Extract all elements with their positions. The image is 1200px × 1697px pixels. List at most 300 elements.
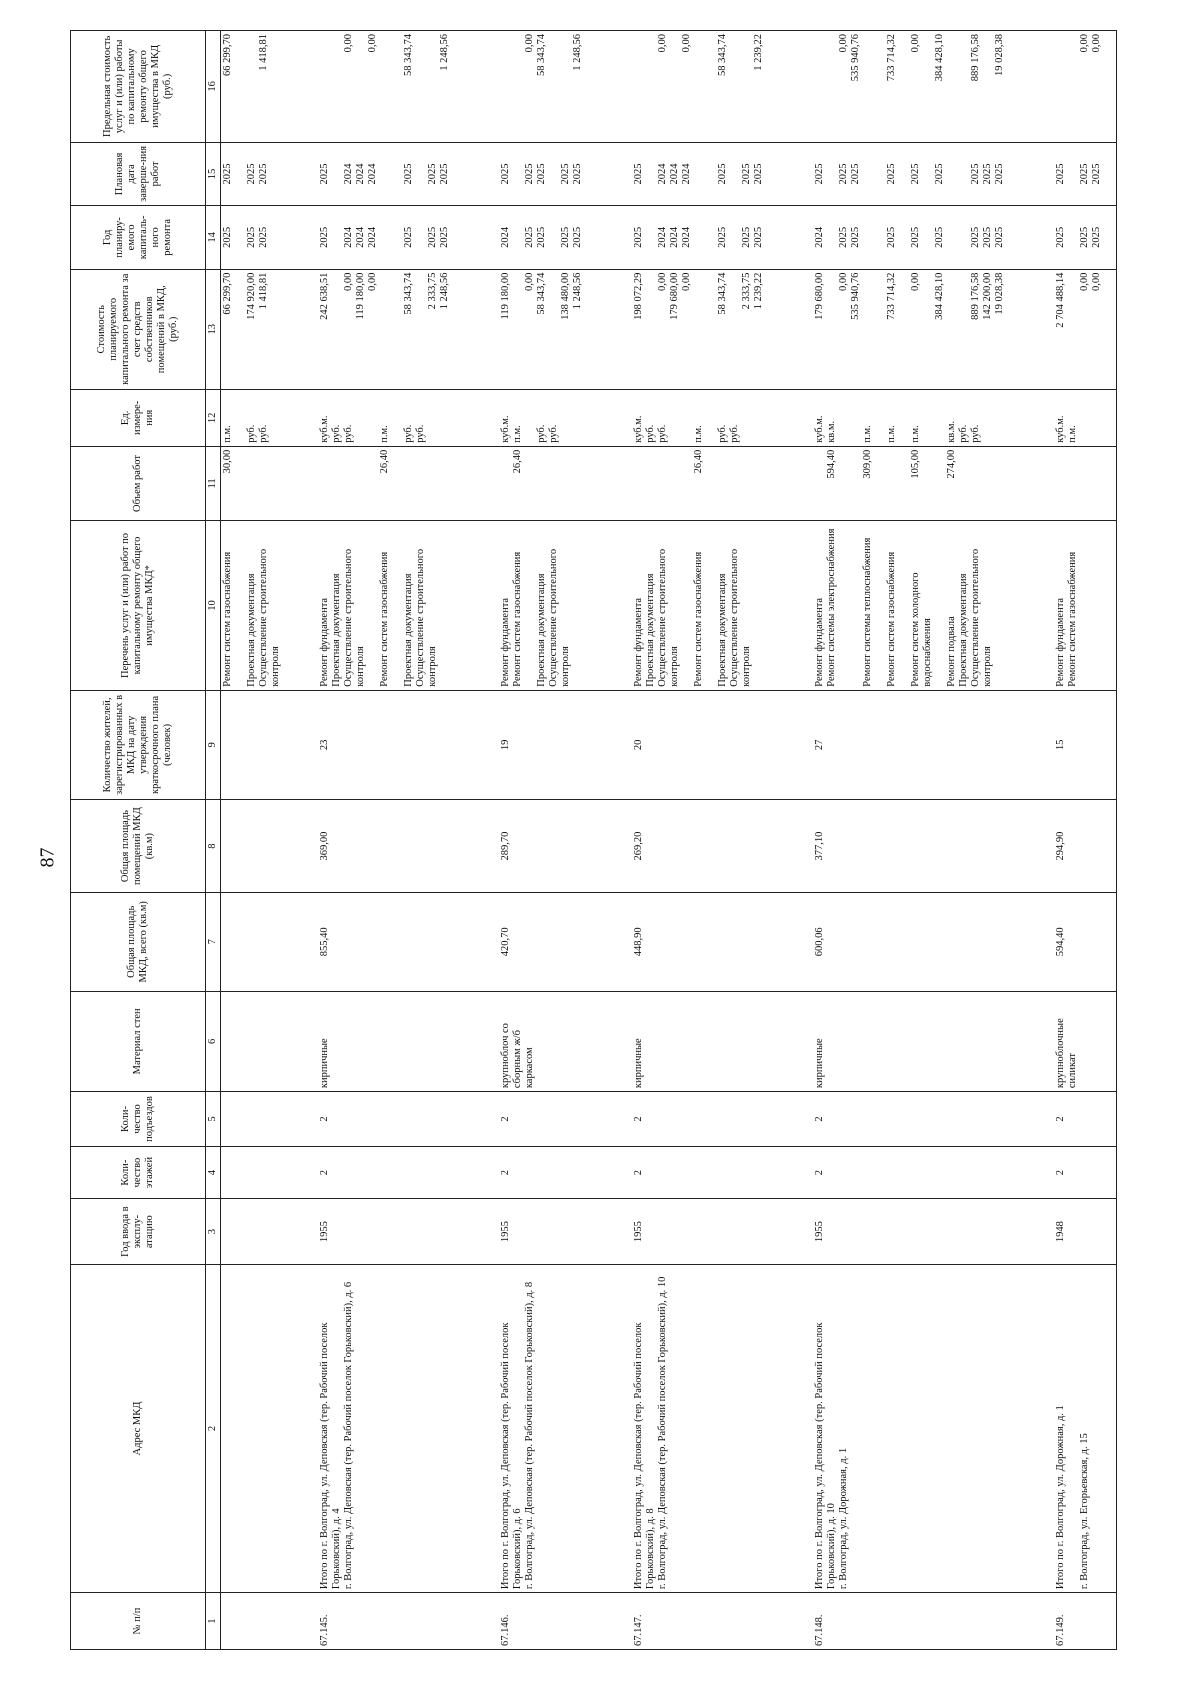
entrances: 2 (790, 1092, 1031, 1147)
limit-cost: 1 239,22 (753, 34, 764, 71)
limit-cost (560, 34, 572, 139)
page-number: 87 (36, 847, 59, 868)
work-volume (958, 450, 970, 517)
unit: руб. (657, 424, 668, 443)
cost: 58 343,74 (536, 272, 547, 315)
unit: куб.м. (814, 415, 825, 443)
column-number: 9 (206, 690, 221, 799)
end-year: 2025 (403, 163, 414, 185)
residents: 15 (1031, 690, 1117, 799)
unit: куб.м. (633, 415, 644, 443)
year-built: 1948 (1031, 1199, 1117, 1265)
spacer (633, 34, 657, 139)
end-year-cell (221, 142, 296, 205)
area-rooms: 369,00 (295, 800, 476, 893)
area-rooms: 289,70 (476, 800, 609, 893)
limit-cost-cell (1031, 31, 1117, 143)
year-built: 1955 (295, 1199, 476, 1265)
unit-cell (790, 389, 1031, 446)
cost: 1 248,56 (439, 272, 450, 310)
work-item: Проектная документация (958, 573, 969, 687)
cost: 0,00 (343, 272, 354, 291)
plan-year: 2025 (1091, 226, 1102, 248)
limit-cost: 0,00 (910, 34, 921, 53)
plan-year: 2025 (753, 226, 764, 248)
column-header: Предельная стоимость услуг и (или) работы по капитальному ремонту общего имущества в МКД (руб.) (71, 31, 206, 143)
unit: п.м. (910, 425, 921, 443)
work-volume-cell (476, 446, 609, 520)
work-item: Ремонт систем газоснабжения (379, 551, 390, 687)
floors (221, 1146, 296, 1199)
plan-year: 2025 (838, 226, 849, 248)
work-item-cell (1031, 521, 1117, 691)
cost: 0,00 (367, 272, 378, 291)
work-volume (645, 450, 657, 517)
table-header (71, 31, 221, 1650)
total-label: Итого по г. Волгоград, ул. Деповская (тер. Рабочий поселок Горьковский), д. 8 (633, 1322, 656, 1590)
plan-year: 2025 (886, 226, 897, 248)
work-item: Ремонт системы теплоснабжения (862, 537, 873, 687)
residents: 23 (295, 690, 476, 799)
total-cost: 242 638,51 (319, 272, 330, 320)
plan-year: 2025 (560, 226, 571, 248)
unit: руб. (536, 424, 547, 443)
limit-cost-cell (295, 31, 476, 143)
end-year-cell (609, 142, 790, 205)
spacer (500, 34, 524, 139)
work-item: Ремонт фундамента (500, 597, 511, 687)
table-row (221, 31, 296, 1650)
work-item: Осуществление строительного контроля (657, 548, 680, 687)
limit-cost: 0,00 (657, 34, 668, 53)
spacer (319, 34, 343, 139)
unit: руб. (645, 424, 656, 443)
total-end-year: 2025 (1055, 163, 1066, 185)
unit: руб. (729, 424, 740, 443)
end-year: 2025 (1091, 163, 1102, 185)
limit-cost (669, 34, 681, 139)
total-plan-year: 2025 (319, 226, 330, 248)
column-number: 12 (206, 389, 221, 446)
unit: куб.м. (500, 415, 511, 443)
floors: 2 (476, 1146, 609, 1199)
row-number: 67.146. (476, 1593, 609, 1650)
entrances (221, 1092, 296, 1147)
area-total: 600,06 (790, 893, 1031, 991)
year-built: 1955 (609, 1199, 790, 1265)
limit-cost: 0,00 (1079, 34, 1090, 53)
end-year: 2025 (934, 163, 945, 185)
year-built (221, 1199, 296, 1265)
work-volume: 26,40 (512, 449, 523, 474)
work-volume-cell (295, 446, 476, 520)
end-year: 2025 (1079, 163, 1090, 185)
address-cell (221, 1264, 296, 1592)
work-item: Ремонт систем газоснабжения (222, 551, 233, 687)
column-number: 7 (206, 893, 221, 991)
unit: п.м. (886, 425, 897, 443)
work-item: Ремонт фундамента (633, 597, 644, 687)
work-item-cell (609, 521, 790, 691)
end-year: 2024 (355, 163, 366, 185)
column-number: 1 (206, 1593, 221, 1650)
plan-year-cell (790, 206, 1031, 269)
entrances: 2 (1031, 1092, 1117, 1147)
work-item: Проектная документация (246, 573, 257, 687)
cost: 1 239,22 (753, 272, 764, 310)
work-volume (729, 450, 765, 517)
year-built: 1955 (476, 1199, 609, 1265)
plan-year: 2025 (536, 226, 547, 248)
plan-year: 2025 (717, 226, 728, 248)
work-item: Ремонт фундамента (814, 597, 825, 687)
column-number: 14 (206, 206, 221, 269)
total-end-year: 2025 (319, 163, 330, 185)
capital-repair-table (70, 30, 1117, 1650)
address-cell (295, 1264, 476, 1592)
limit-cost-cell (476, 31, 609, 143)
work-item: Ремонт систем газоснабжения (886, 551, 897, 687)
work-volume-cell (1031, 446, 1117, 520)
address: г. Волгоград, ул. Деповская (тер. Рабочий поселок Горьковский), д. 6 (343, 1281, 354, 1590)
cost-cell (609, 269, 790, 389)
end-year: 2025 (560, 163, 571, 185)
end-year: 2025 (886, 163, 897, 185)
cost: 0,00 (910, 272, 921, 291)
column-number: 15 (206, 142, 221, 205)
row-number (221, 1593, 296, 1650)
cost: 138 480,00 (560, 272, 571, 320)
work-volume (970, 450, 1006, 517)
end-year: 2025 (994, 163, 1005, 185)
end-year-cell (295, 142, 476, 205)
work-item: Ремонт систем газоснабжения (693, 551, 704, 687)
work-volume-cell (790, 446, 1031, 520)
limit-cost: 58 343,74 (717, 34, 728, 76)
work-volume (331, 450, 343, 517)
end-year: 2025 (982, 163, 993, 185)
address: г. Волгоград, ул. Дорожная, д. 1 (838, 1447, 849, 1590)
cost: 0,00 (524, 272, 535, 291)
work-volume (657, 450, 693, 517)
work-item: Ремонт системы электроснабжения (826, 528, 837, 687)
end-year: 2025 (753, 163, 764, 185)
table-row (295, 31, 476, 1650)
end-year: 2025 (838, 163, 849, 185)
spacer (1055, 34, 1079, 139)
unit: кв.м. (946, 420, 957, 443)
cost-cell (476, 269, 609, 389)
cost: 1 418,81 (258, 272, 269, 310)
entrances: 2 (295, 1092, 476, 1147)
end-year-cell (790, 142, 1031, 205)
unit: руб. (548, 424, 559, 443)
plan-year: 2025 (246, 226, 257, 248)
total-plan-year: 2025 (1055, 226, 1066, 248)
plan-year: 2025 (910, 226, 921, 248)
cost: 733 714,32 (886, 272, 897, 320)
limit-cost: 58 343,74 (536, 34, 547, 76)
work-item-cell (295, 521, 476, 691)
unit: руб. (258, 424, 269, 443)
plan-year: 2025 (403, 226, 414, 248)
work-item: Проектная документация (645, 573, 656, 687)
end-year: 2025 (572, 163, 583, 185)
plan-year-cell (1031, 206, 1117, 269)
column-number: 10 (206, 521, 221, 691)
table-row (1031, 31, 1117, 1650)
wall-material (221, 991, 296, 1092)
end-year: 2024 (681, 163, 692, 185)
work-item: Ремонт систем газоснабжения (512, 551, 523, 687)
cost: 1 248,56 (572, 272, 583, 310)
work-item: Ремонт фундамента (1055, 597, 1066, 687)
plan-year: 2025 (850, 226, 861, 248)
plan-year: 2024 (367, 226, 378, 248)
plan-year-cell (295, 206, 476, 269)
end-year: 2025 (258, 163, 269, 185)
wall-material: крупноблочные силикат (1031, 991, 1117, 1092)
address-cell (609, 1264, 790, 1592)
area-total: 594,40 (1031, 893, 1117, 991)
address: г. Волгоград, ул. Егорьевская, д. 15 (1079, 1433, 1090, 1590)
plan-year: 2025 (994, 226, 1005, 248)
end-year: 2025 (439, 163, 450, 185)
end-year: 2025 (850, 163, 861, 185)
plan-year: 2024 (669, 226, 680, 248)
work-volume: 26,40 (693, 449, 704, 474)
work-volume: 274,00 (946, 449, 957, 479)
end-year: 2025 (741, 163, 752, 185)
limit-cost (246, 34, 258, 139)
residents (221, 690, 296, 799)
column-header: Год планиру-емого капиталь-ного ремонта (71, 206, 206, 269)
cost-cell (790, 269, 1031, 389)
work-item: Ремонт фундамента (319, 597, 330, 687)
work-item: Осуществление строительного контроля (970, 548, 993, 687)
plan-year: 2025 (982, 226, 993, 248)
work-item: Осуществление строительного контроля (729, 548, 752, 687)
work-volume (1055, 450, 1067, 517)
column-header: Материал стен (71, 991, 206, 1092)
column-number: 13 (206, 269, 221, 389)
residents: 27 (790, 690, 1031, 799)
plan-year: 2025 (258, 226, 269, 248)
area-rooms (221, 800, 296, 893)
unit: куб.м. (319, 415, 330, 443)
work-volume: 594,40 (826, 449, 837, 479)
total-cost: 2 704 488,14 (1055, 272, 1066, 328)
entrances: 2 (476, 1092, 609, 1147)
unit: руб. (403, 424, 414, 443)
plan-year: 2024 (657, 226, 668, 248)
total-cost: 179 680,00 (814, 272, 825, 320)
cost-cell (295, 269, 476, 389)
work-item: Осуществление строительного контроля (343, 548, 366, 687)
work-item: Осуществление строительного контроля (548, 548, 571, 687)
end-year: 2024 (669, 163, 680, 185)
entrances: 2 (609, 1092, 790, 1147)
area-total: 855,40 (295, 893, 476, 991)
address-cell (1031, 1264, 1117, 1592)
work-volume (1067, 450, 1091, 517)
limit-cost: 66 299,70 (222, 34, 233, 76)
column-header: № п/п (71, 1593, 206, 1650)
work-item: Осуществление строительного контроля (415, 548, 438, 687)
column-header: Стоимость планируемого капитального ремонта за счет средств собственников помещений в МКД, (руб.) (71, 269, 206, 389)
work-volume (415, 450, 451, 517)
column-header: Общая площадь помещений МКД (кв.м) (71, 800, 206, 893)
work-volume (536, 450, 548, 517)
limit-cost: 0,00 (1091, 34, 1102, 53)
plan-year: 2025 (1079, 226, 1090, 248)
work-volume (403, 450, 415, 517)
address: г. Волгоград, ул. Деповская (тер. Рабочий поселок Горьковский), д. 8 (524, 1281, 535, 1590)
cost: 0,00 (681, 272, 692, 291)
total-label: Итого по г. Волгоград, ул. Деповская (тер. Рабочий поселок Горьковский), д. 6 (500, 1322, 523, 1590)
cost: 384 428,10 (934, 272, 945, 320)
work-volume (319, 450, 331, 517)
unit: куб.м. (1055, 415, 1066, 443)
cost: 0,00 (657, 272, 668, 291)
cost: 174 920,00 (246, 272, 257, 320)
cost: 19 028,38 (994, 272, 1005, 315)
unit-cell (1031, 389, 1117, 446)
limit-cost: 0,00 (343, 34, 354, 53)
work-volume (717, 450, 729, 517)
column-header: Ед. измере-ния (71, 389, 206, 446)
residents: 20 (609, 690, 790, 799)
floors: 2 (790, 1146, 1031, 1199)
total-label: Итого по г. Волгоград, ул. Дорожная, д. 1 (1055, 1405, 1066, 1590)
wall-material: кирпичные (609, 991, 790, 1092)
total-label: Итого по г. Волгоград, ул. Деповская (тер. Рабочий поселок Горьковский), д. 10 (814, 1322, 837, 1590)
work-item: Осуществление строительного контроля (258, 548, 281, 687)
area-total: 420,70 (476, 893, 609, 991)
work-volume: 309,00 (862, 449, 873, 479)
cost: 0,00 (1091, 272, 1102, 291)
unit: п.м. (379, 425, 390, 443)
unit-cell (295, 389, 476, 446)
limit-cost: 0,00 (838, 34, 849, 53)
row-number: 67.148. (790, 1593, 1031, 1650)
column-header: Адрес МКД (71, 1264, 206, 1592)
plan-year: 2024 (355, 226, 366, 248)
work-volume-cell (609, 446, 790, 520)
work-volume: 26,40 (379, 449, 390, 474)
total-plan-year: 2025 (633, 226, 644, 248)
unit: руб. (970, 424, 981, 443)
limit-cost (427, 34, 439, 139)
plan-year: 2025 (934, 226, 945, 248)
year-built: 1955 (790, 1199, 1031, 1265)
limit-cost: 1 248,56 (572, 34, 583, 71)
work-volume (886, 450, 910, 517)
limit-cost: 1 248,56 (439, 34, 450, 71)
table-row (609, 31, 790, 1650)
address: г. Волгоград, ул. Деповская (тер. Рабочий поселок Горьковский), д. 10 (657, 1276, 668, 1590)
end-year-cell (1031, 142, 1117, 205)
limit-cost: 889 176,58 (970, 34, 981, 82)
limit-cost (741, 34, 753, 139)
area-total: 448,90 (609, 893, 790, 991)
limit-cost: 733 714,32 (886, 34, 897, 82)
unit-cell (476, 389, 609, 446)
plan-year-cell (609, 206, 790, 269)
work-item: Ремонт систем газоснабжения (1067, 551, 1078, 687)
end-year: 2025 (970, 163, 981, 185)
end-year: 2025 (524, 163, 535, 185)
total-end-year: 2025 (633, 163, 644, 185)
cost: 142 200,00 (982, 272, 993, 320)
total-cost: 119 180,00 (500, 272, 511, 320)
plan-year: 2025 (572, 226, 583, 248)
cost: 66 299,70 (222, 272, 233, 315)
work-volume (548, 450, 584, 517)
work-item: Ремонт систем холодного водоснабжения (910, 572, 933, 687)
spacer (814, 34, 838, 139)
limit-cost: 1 418,81 (258, 34, 269, 71)
limit-cost: 0,00 (524, 34, 535, 53)
floors: 2 (295, 1146, 476, 1199)
column-number: 3 (206, 1199, 221, 1265)
area-total (221, 893, 296, 991)
floors: 2 (1031, 1146, 1117, 1199)
work-item: Проектная документация (717, 573, 728, 687)
wall-material: кирпичные (790, 991, 1031, 1092)
column-header: Объем работ (71, 446, 206, 520)
unit: п.м. (693, 425, 704, 443)
plan-year: 2025 (222, 226, 233, 248)
limit-cost: 19 028,38 (994, 34, 1005, 76)
column-header: Год ввода в эксплу-атацию (71, 1199, 206, 1265)
column-number: 11 (206, 446, 221, 520)
limit-cost-cell (221, 31, 296, 143)
end-year: 2024 (367, 163, 378, 185)
plan-year: 2025 (741, 226, 752, 248)
column-header: Общая площадь МКД, всего (кв.м) (71, 893, 206, 991)
end-year: 2024 (343, 163, 354, 185)
total-plan-year: 2024 (814, 226, 825, 248)
end-year: 2025 (717, 163, 728, 185)
row-number: 67.145. (295, 1593, 476, 1650)
cost: 535 940,76 (850, 272, 861, 320)
limit-cost-cell (609, 31, 790, 143)
limit-cost: 58 343,74 (403, 34, 414, 76)
end-year-cell (476, 142, 609, 205)
cost: 0,00 (1079, 272, 1090, 291)
work-item: Проектная документация (331, 573, 342, 687)
cost: 889 176,58 (970, 272, 981, 320)
cost-cell (1031, 269, 1117, 389)
cost: 58 343,74 (717, 272, 728, 315)
area-rooms: 294,90 (1031, 800, 1117, 893)
column-number: 2 (206, 1264, 221, 1592)
table-row (476, 31, 609, 1650)
column-number: 4 (206, 1146, 221, 1199)
unit: руб. (343, 424, 354, 443)
work-volume (343, 450, 379, 517)
work-volume (246, 450, 258, 517)
column-number: 16 (206, 31, 221, 143)
plan-year-cell (221, 206, 296, 269)
area-rooms: 269,20 (609, 800, 790, 893)
work-item-cell (221, 521, 296, 691)
work-item: Ремонт подвала (946, 616, 957, 687)
unit: руб. (415, 424, 426, 443)
plan-year: 2024 (343, 226, 354, 248)
column-header: Коли-чество подъездов (71, 1092, 206, 1147)
